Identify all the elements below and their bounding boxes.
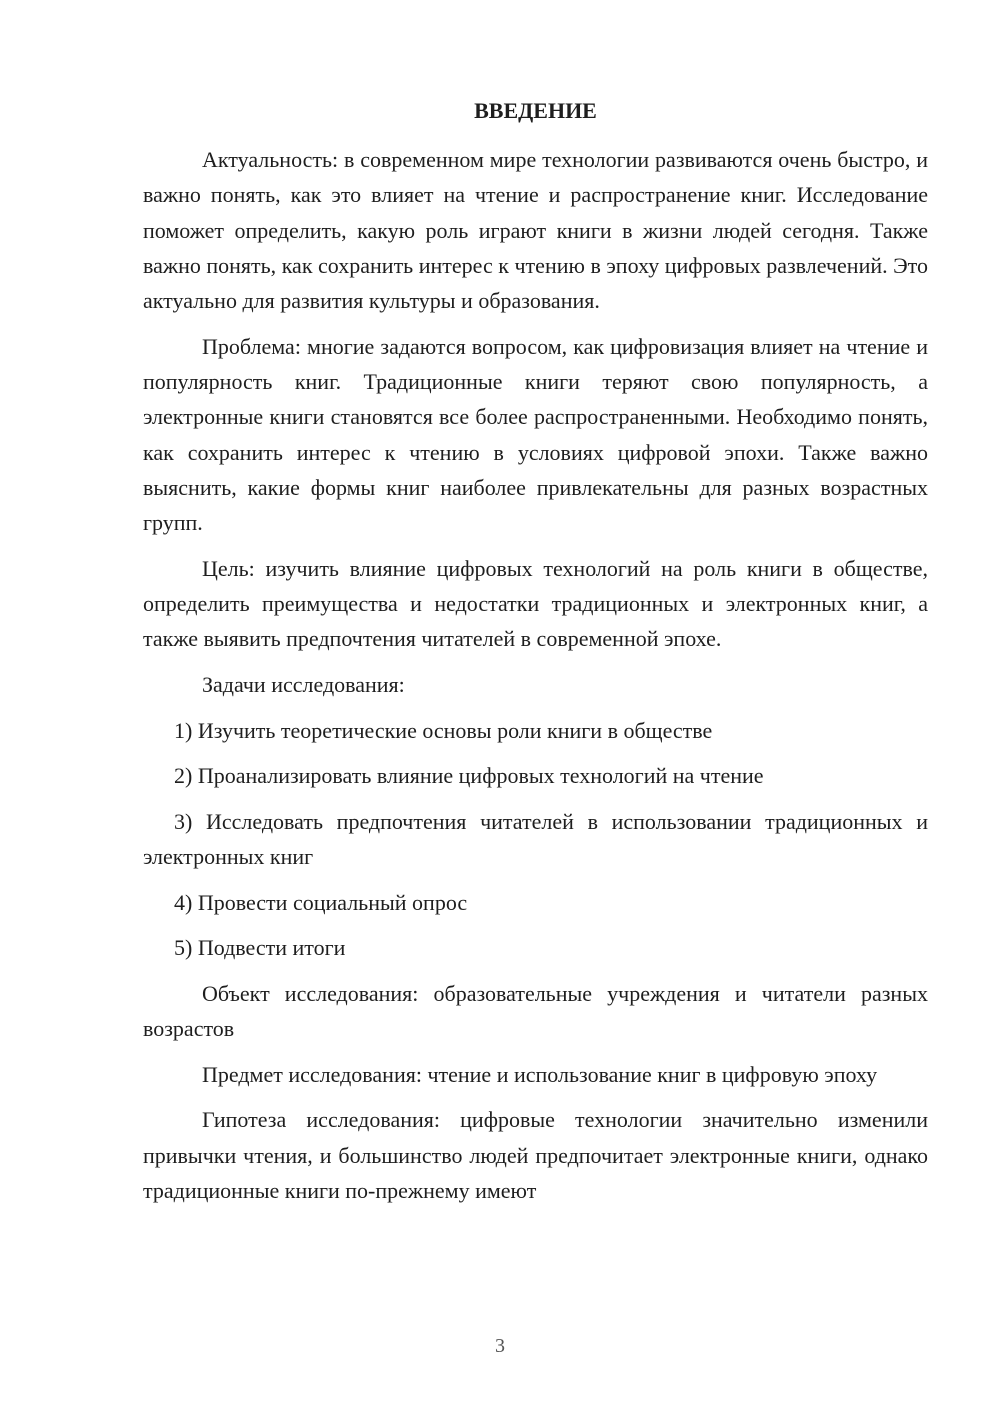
paragraph-hypothesis: Гипотеза исследования: цифровые технологии значительно изменили привычки чтения, и большинство людей предпочитает электронные книги, однако традиционные книги по-прежнему имеют xyxy=(143,1107,928,1203)
paragraph-goal: Цель: изучить влияние цифровых технологий на роль книги в обществе, определить преимущества и недостатки традиционных и электронных книг, а также выявить предпочтения читателей в современной эпохе. xyxy=(143,555,928,652)
page-title: ВВЕДЕНИЕ xyxy=(474,98,597,123)
paragraph-relevance: Актуальность: в современном мире технологии развиваются очень быстро, и важно понять, как это влияет на чтение и распространение книг. Исследование поможет определить, какую роль играют книги в жизни людей сегодня. Также важно понять, как сохранить интерес к чтению в эпоху цифровых развлечений. Это актуально для развития культуры и образования. xyxy=(143,147,928,314)
list-item: 3) Исследовать предпочтения читателей в использовании традиционных и электронных книг xyxy=(143,808,928,870)
document-body xyxy=(143,142,928,1208)
list-item: 2) Проанализировать влияние цифровых технологий на чтение xyxy=(174,763,764,789)
list-item: 1) Изучить теоретические основы роли книги в обществе xyxy=(174,717,713,743)
page-number: 3 xyxy=(495,1335,505,1357)
paragraph-subject: Предмет исследования: чтение и использование книг в цифровую эпоху xyxy=(202,1061,878,1087)
paragraph-problem: Проблема: многие задаются вопросом, как цифровизация влияет на чтение и популярность книг. Традиционные книги теряют свою популярность, а электронные книги становятся все более распространенными. Необходимо понять, как сохранить интерес к чтению в условиях цифровой эпохи. Также важно выяснить, какие формы книг наиболее привлекательны для разных возрастных групп. xyxy=(143,333,928,536)
paragraph-object: Объект исследования: образовательные учреждения и читатели разных возрастов xyxy=(143,980,928,1042)
tasks-heading: Задачи исследования: xyxy=(202,672,405,698)
list-item: 4) Провести социальный опрос xyxy=(174,889,468,915)
list-item: 5) Подвести итоги xyxy=(174,935,346,961)
